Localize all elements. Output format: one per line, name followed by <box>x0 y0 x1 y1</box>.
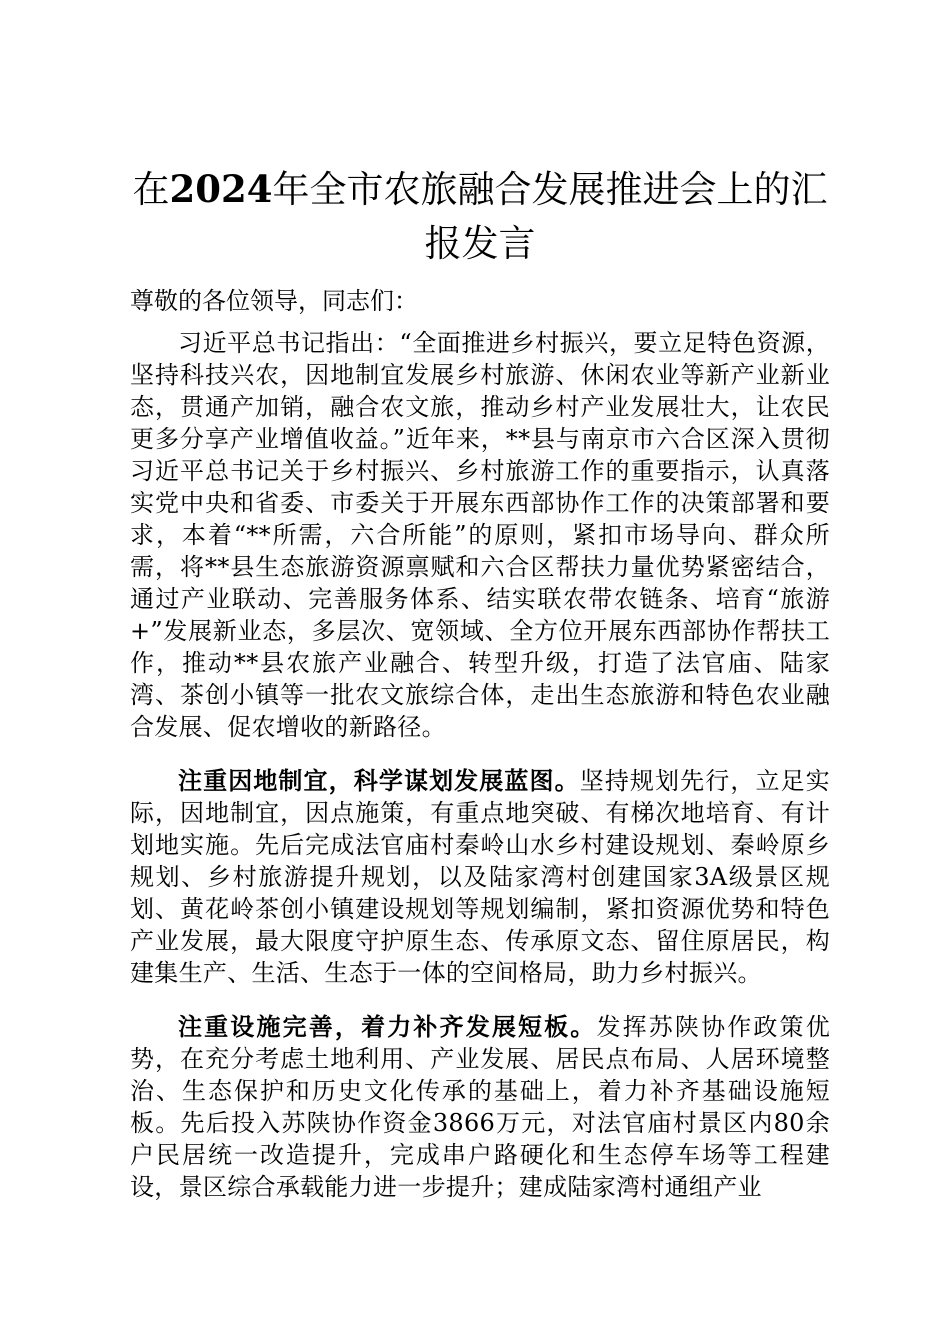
salutation: 尊敬的各位领导，同志们： <box>130 287 418 315</box>
paragraph-text: 习近平总书记指出：“全面推进乡村振兴，要立足特色资源，坚持科技兴农，因地制宜发展乡村旅游、休闲农业等新产业新业态，贯通产加销，融合农文旅，推动乡村产业发展壮大，让农民更多分享产业增值收益。”近年来，**县与南京市六合区深入贯彻习近平总书记关于乡村振兴、乡村旅游工作的重要指示，认真落实党中央和省委、市委关于开展东西部协作工作的决策部署和要求，本着“**所需，六合所能”的原则，紧扣市场导向、群众所需，将**县生态旅游资源禀赋和六合区帮扶力量优势紧密结合，通过产业联动、完善服务体系、结实联农带农链条、培育“旅游+”发展新业态，多层次、宽领域、全方位开展东西部协作帮扶工作，推动**县农旅产业融合、转型升级，打造了法官庙、陆家湾、茶创小镇等一批农文旅综合体，走出生态旅游和特色农业融合发展、促农增收的新路径。 <box>130 329 830 741</box>
paragraph-lead: 注重因地制宜，科学谋划发展蓝图。 <box>178 766 580 795</box>
paragraph-text: 发挥苏陕协作政策优势，在充分考虑土地利用、产业发展、居民点布局、人居环境整治、生态保护和历史文化传承的基础上，着力补齐基础设施短板。先后投入苏陕协作资金3866万元，对法官庙村景区内80余户民居统一改造提升，完成串户路硬化和生态停车场等工程建设，景区综合承载能力进一步提升；建成陆家湾村通组产业 <box>130 1013 830 1201</box>
paragraph-planning <box>130 765 830 989</box>
paragraph-lead: 注重设施完善，着力补齐发展短板。 <box>178 1012 597 1041</box>
title-prefix: 在 <box>132 168 170 211</box>
paragraph-facilities <box>130 1011 830 1203</box>
document-page <box>130 162 830 1225</box>
paragraph-intro <box>130 327 830 743</box>
paragraph-text: 坚持规划先行，立足实际，因地制宜，因点施策，有重点地突破、有梯次地培育、有计划地实施。先后完成法官庙村秦岭山水乡村建设规划、秦岭原乡规划、乡村旅游提升规划，以及陆家湾村创建国家3A级景区规划、黄花岭茶创小镇建设规划等规划编制，紧扣资源优势和特色产业发展，最大限度守护原生态、传承原文态、留住原居民，构建集生产、生活、生态于一体的空间格局，助力乡村振兴。 <box>130 767 830 987</box>
title-suffix: 年全市农旅融合发展推进会上的汇报发言 <box>272 168 828 265</box>
document-title <box>130 162 830 271</box>
title-year: 2024 <box>169 167 273 211</box>
